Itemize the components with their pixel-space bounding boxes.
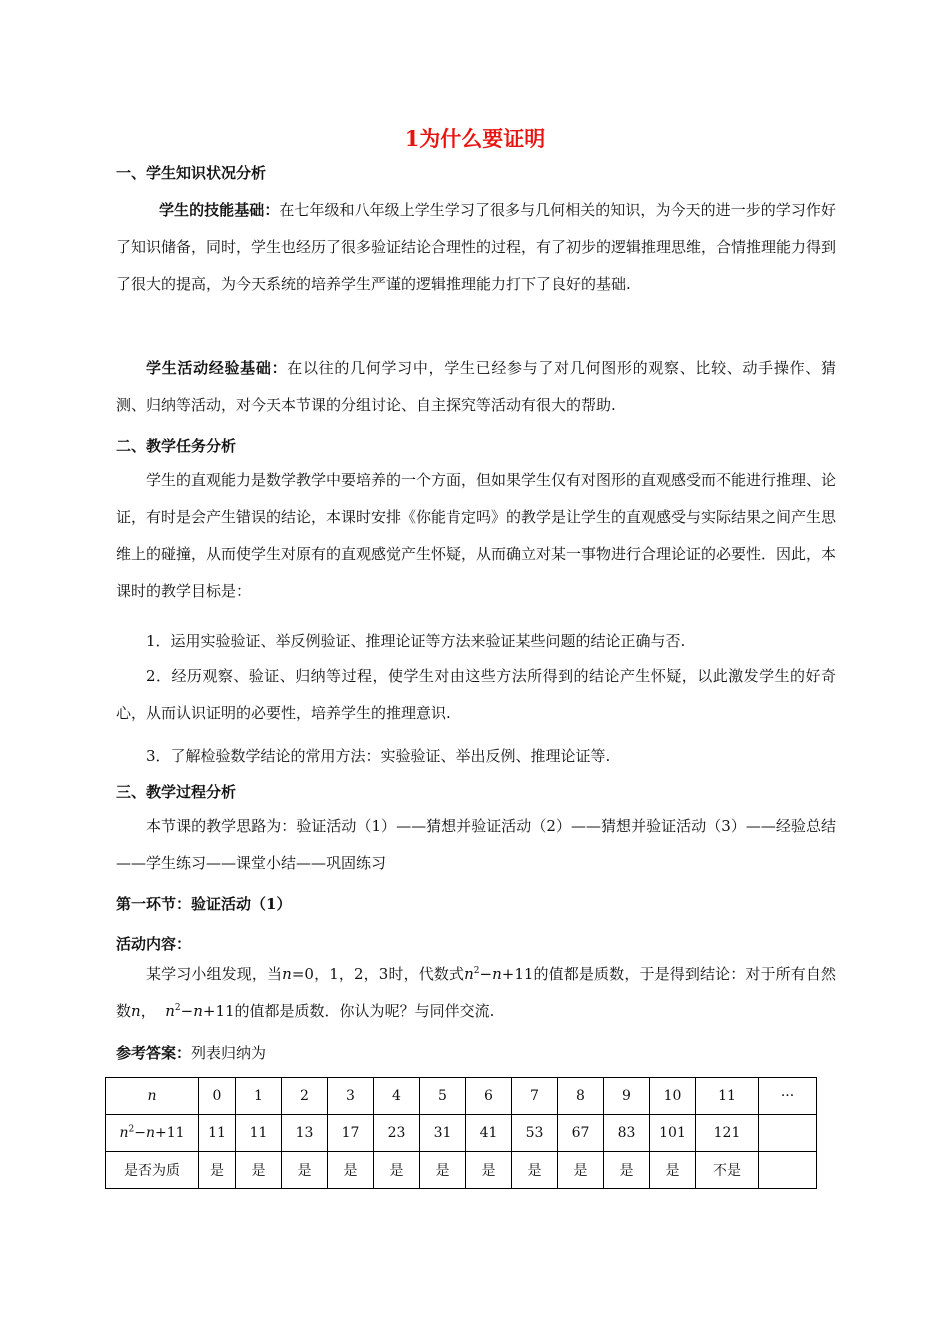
expr-var-n: n [145, 1125, 155, 1141]
table-cell-ellipsis: ··· [759, 1078, 817, 1115]
table-row [106, 1078, 817, 1115]
content-var-n: n [464, 965, 474, 983]
table-cell: 是 [512, 1152, 558, 1189]
table-cell: 是 [650, 1152, 696, 1189]
content-minus: − [479, 965, 493, 983]
paragraph-activity-experience [116, 350, 836, 424]
expr-exponent: 2 [128, 1124, 135, 1135]
table-cell: 13 [282, 1115, 328, 1152]
table-cell: 11 [199, 1115, 236, 1152]
table-cell: 9 [604, 1078, 650, 1115]
table-cell: 31 [420, 1115, 466, 1152]
table-cell: 是 [199, 1152, 236, 1189]
goal-item-3: 3．了解检验数学结论的常用方法：实验验证、举出反例、推理论证等. [146, 747, 611, 765]
table-row [106, 1152, 817, 1189]
activity-experience-label: 学生活动经验基础 [146, 359, 272, 377]
table-cell: 67 [558, 1115, 604, 1152]
content-var-n: n [282, 965, 292, 983]
expr-constant: +11 [154, 1125, 185, 1141]
activity-content-label: 活动内容： [116, 935, 192, 953]
table-cell: 是 [466, 1152, 512, 1189]
step-heading-1: 第一环节：验证活动（1） [116, 895, 292, 913]
content-var-n: n [165, 1002, 175, 1020]
table-cell: 5 [420, 1078, 466, 1115]
table-cell: 是 [604, 1152, 650, 1189]
table-cell: 4 [374, 1078, 420, 1115]
table-cell: 10 [650, 1078, 696, 1115]
table-cell: 53 [512, 1115, 558, 1152]
answer-text: 列表归纳为 [191, 1044, 267, 1062]
table-cell: 7 [512, 1078, 558, 1115]
skill-basis-colon: ： [264, 201, 280, 219]
table-cell: 17 [328, 1115, 374, 1152]
table-cell: 不是 [696, 1152, 759, 1189]
table-cell [759, 1152, 817, 1189]
table-cell: 121 [696, 1115, 759, 1152]
table-cell: 是 [328, 1152, 374, 1189]
table-cell: 是 [558, 1152, 604, 1189]
table-cell: 23 [374, 1115, 420, 1152]
table-cell: 是 [236, 1152, 282, 1189]
paragraph-task-intro: 学生的直观能力是数学教学中要培养的一个方面，但如果学生仅有对图形的直观感受而不能进行推理、论证，有时是会产生错误的结论，本课时安排《你能肯定吗》的教学是让学生的直观感受与实际结果之间产生思维上的碰撞，从而使学生对原有的直观感觉产生怀疑，从而确立对某一事物进行合理论证的必要性．因此，本课时的教学目标是： [116, 471, 837, 600]
table-cell [759, 1115, 817, 1152]
table-cell: 11 [696, 1078, 759, 1115]
table-cell: 83 [604, 1115, 650, 1152]
paragraph-activity-content [116, 956, 836, 1030]
table-cell: 6 [466, 1078, 512, 1115]
table-row-label-n: n [106, 1078, 199, 1115]
table-cell: 8 [558, 1078, 604, 1115]
section-heading-task: 二、教学任务分析 [116, 437, 237, 455]
page-title: 1为什么要证明 [404, 126, 546, 151]
values-table [105, 1077, 817, 1189]
content-var-n: n [131, 1002, 141, 1020]
table-row-label-prime: 是否为质 [106, 1152, 199, 1189]
table-cell: 2 [282, 1078, 328, 1115]
content-text-a: 某学习小组发现，当 [146, 965, 283, 983]
table-cell: 是 [282, 1152, 328, 1189]
table-row-label-expression [106, 1115, 199, 1152]
content-exponent: 2 [174, 1003, 181, 1013]
goal-item-1: 1．运用实验验证、举反例验证、推理论证等方法来验证某些问题的结论正确与否. [146, 632, 686, 650]
content-text-e: +11的值都是质数．你认为呢？与同伴交流. [202, 1002, 495, 1020]
table-cell: 0 [199, 1078, 236, 1115]
table-cell: 101 [650, 1115, 696, 1152]
content-minus: − [180, 1002, 194, 1020]
content-text-c: +11的值都是质数，于是得到结论：对于所有自然数 [116, 965, 836, 1020]
table-cell: 11 [236, 1115, 282, 1152]
content-comma: ， [140, 1002, 156, 1020]
table-row [106, 1115, 817, 1152]
expr-minus: − [134, 1125, 146, 1141]
table-cell: 3 [328, 1078, 374, 1115]
goal-item-2: 2．经历观察、验证、归纳等过程，使学生对由这些方法所得到的结论产生怀疑，以此激发学生的好奇心，从而认识证明的必要性，培养学生的推理意识. [116, 667, 836, 722]
content-var-n: n [492, 965, 502, 983]
content-var-n: n [193, 1002, 203, 1020]
activity-experience-text: 在以往的几何学习中，学生已经参与了对几何图形的观察、比较、动手操作、猜测、归纳等活动，对今天本节课的分组讨论、自主探究等活动有很大的帮助. [116, 359, 836, 414]
table-cell: 是 [374, 1152, 420, 1189]
paragraph-skill-basis [116, 192, 836, 303]
content-text-b: =0，1，2，3时，代数式 [291, 965, 465, 983]
activity-experience-colon: ： [271, 359, 288, 377]
content-exponent: 2 [473, 966, 480, 976]
paragraph-teaching-idea: 本节课的教学思路为：验证活动（1）——猜想并验证活动（2）——猜想并验证活动（3）——经验总结——学生练习——课堂小结——巩固练习 [116, 817, 836, 872]
table-cell: 41 [466, 1115, 512, 1152]
skill-basis-text: 在七年级和八年级上学生学习了很多与几何相关的知识，为今天的进一步的学习作好了知识储备，同时，学生也经历了很多验证结论合理性的过程，有了初步的逻辑推理思维，合情推理能力得到了很大的提高，为今天系统的培养学生严谨的逻辑推理能力打下了良好的基础. [116, 201, 837, 293]
table-cell: 1 [236, 1078, 282, 1115]
section-heading-knowledge: 一、学生知识状况分析 [116, 164, 267, 182]
table-cell: 是 [420, 1152, 466, 1189]
expr-var-n: n [119, 1125, 129, 1141]
answer-line [116, 1035, 836, 1072]
answer-label: 参考答案： [116, 1044, 192, 1062]
skill-basis-label: 学生的技能基础 [159, 201, 265, 219]
section-heading-process: 三、教学过程分析 [116, 783, 237, 801]
